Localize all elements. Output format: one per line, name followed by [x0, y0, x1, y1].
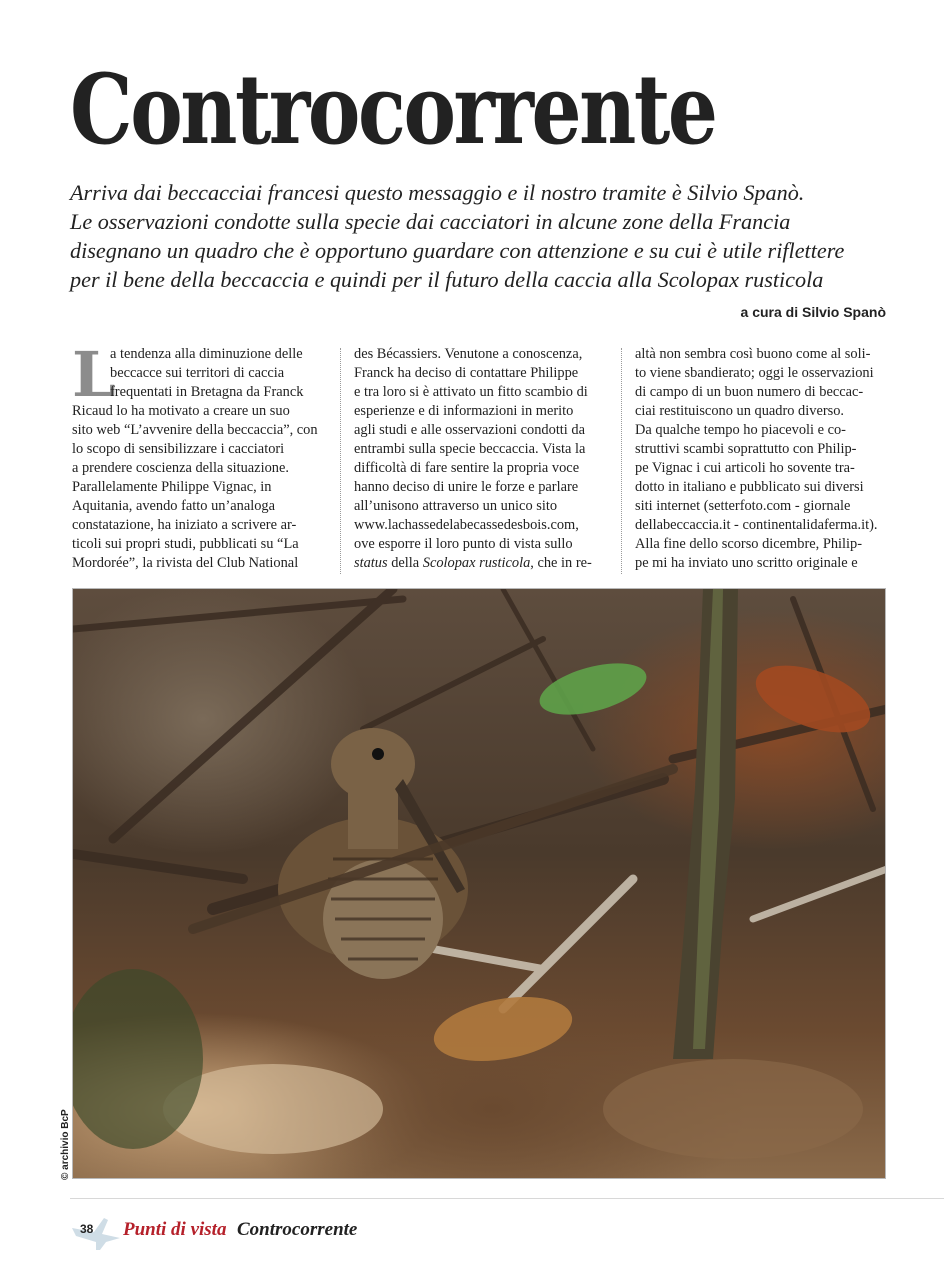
body-line: www.lachassedelabecassedesbois.com,: [354, 517, 579, 533]
lead-line: Arriva dai beccacciai francesi questo messaggio e il nostro tramite è Silvio Spanò.: [70, 180, 805, 205]
column-divider: [340, 348, 341, 574]
woodcock-illustration: [73, 589, 886, 1179]
drop-cap: L: [72, 338, 116, 411]
body-line: agli studi e alle osservazioni condotti da: [354, 422, 585, 438]
body-line: a tendenza alla diminuzione delle: [110, 346, 303, 362]
body-line: constatazione, ha iniziato a scrivere ar-: [72, 517, 297, 533]
body-line: ciai restituiscono un quadro diverso.: [635, 403, 845, 419]
body-line: Parallelamente Philippe Vignac, in: [72, 479, 272, 495]
lead-line: per il bene della beccaccia e quindi per il futuro della caccia alla Scolopax rusticola: [70, 267, 824, 292]
byline: a cura di Silvio Spanò: [740, 304, 886, 320]
body-line: dellabeccaccia.it - continentalidaferma.it).: [635, 517, 878, 533]
body-line: sito web “L’avvenire della beccaccia”, con: [72, 422, 318, 438]
woodcock-photo: [72, 588, 886, 1179]
body-line: e tra loro si è attivato un fitto scambio di: [354, 384, 588, 400]
body-line: a prendere coscienza della situazione.: [72, 460, 289, 476]
body-line: dotto in italiano e pubblicato sui diversi: [635, 479, 864, 495]
section-title: Controcorrente: [237, 1219, 358, 1240]
body-line: entrambi sulla specie beccaccia. Vista la: [354, 441, 586, 457]
body-line: altà non sembra così buono come al soli-: [635, 346, 871, 362]
body-line: [354, 554, 606, 573]
body-line: hanno deciso di unire le forze e parlare: [354, 479, 579, 495]
body-line: siti internet (setterfoto.com - giornale: [635, 498, 851, 514]
body-line: Da qualche tempo ho piacevoli e co-: [635, 422, 846, 438]
body-line: ove esporre il loro punto di vista sullo: [354, 536, 573, 552]
lead-line: Le osservazioni condotte sulla specie dai cacciatori in alcune zone della Francia: [70, 209, 791, 234]
body-text: , che in re-: [530, 555, 592, 571]
photo-credit: © archivio BcP: [60, 1109, 71, 1180]
body-line: Mordorée”, la rivista del Club National: [72, 555, 299, 571]
lead-line: disegnano un quadro che è opportuno guardare con attenzione e su cui è utile riflettere: [70, 238, 845, 263]
body-line: pe Vignac i cui articoli ho sovente tra-: [635, 460, 855, 476]
article-lead: [70, 178, 890, 294]
body-line: beccacce sui territori di caccia: [110, 365, 285, 381]
body-line: esperienze e di informazioni in merito: [354, 403, 574, 419]
body-line: ticoli sui propri studi, pubblicati su “La: [72, 536, 299, 552]
body-text: della: [387, 555, 423, 571]
body-line: difficoltà di fare sentire la propria voce: [354, 460, 580, 476]
section-label: Punti di vista: [123, 1219, 227, 1240]
footer-divider: [70, 1198, 944, 1199]
body-line: all’unisono attraverso un unico sito: [354, 498, 558, 514]
body-line: Aquitania, avendo fatto un’analoga: [72, 498, 275, 514]
body-line: Alla fine dello scorso dicembre, Philip-: [635, 536, 862, 552]
column-divider: [621, 348, 622, 574]
woodcock-bird: [278, 728, 468, 979]
bird-silhouette-icon: [70, 1214, 122, 1252]
italic-term: status: [354, 555, 388, 571]
body-line: lo scopo di sensibilizzare i cacciatori: [72, 441, 285, 457]
body-line: pe mi ha inviato uno scritto originale e: [635, 555, 858, 571]
body-line: des Bécassiers. Venutone a conoscenza,: [354, 346, 583, 362]
page-number: 38: [80, 1222, 94, 1236]
body-line: Franck ha deciso di contattare Philippe: [354, 365, 579, 381]
body-column-1: [72, 338, 324, 573]
article-title: Controcorrente: [70, 53, 716, 166]
body-line: frequentati in Bretagna da Franck: [110, 384, 304, 400]
body-column-3: [635, 345, 887, 573]
body-line: di campo di un buon numero di beccac-: [635, 384, 864, 400]
body-line: struttivi scambi soprattutto con Philip-: [635, 441, 857, 457]
body-line: to viene sbandierato; oggi le osservazioni: [635, 365, 874, 381]
body-line: Ricaud lo ha motivato a creare un suo: [72, 403, 290, 419]
body-column-2: [354, 345, 606, 573]
italic-term: Scolopax rusticola: [422, 555, 531, 571]
